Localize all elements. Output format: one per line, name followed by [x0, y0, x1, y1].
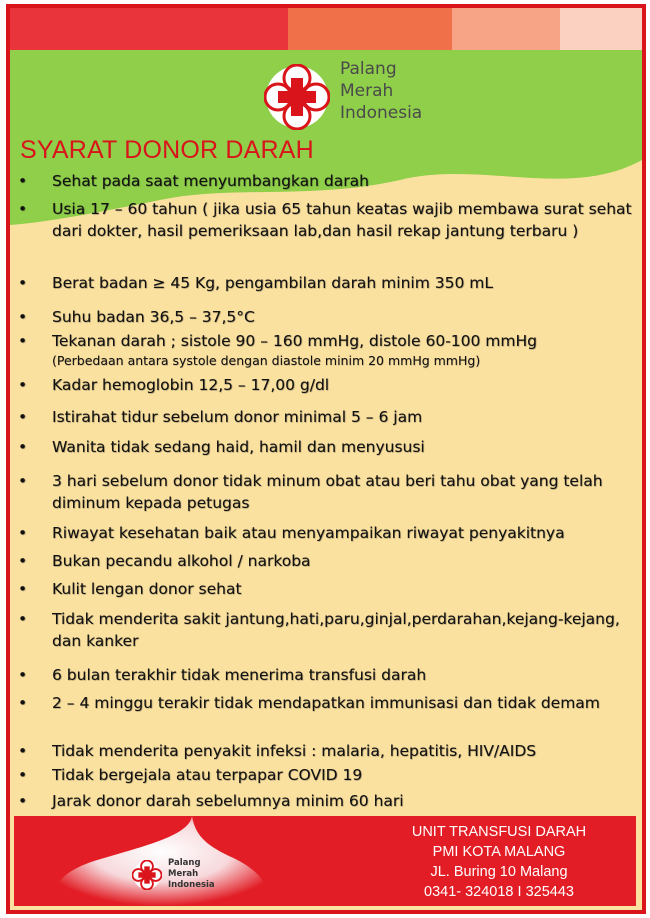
list-item-text: Berat badan ≥ 45 Kg, pengambilan darah minim 350 mL [52, 274, 493, 292]
list-item [18, 740, 638, 762]
list-item-text: Bukan pecandu alkohol / narkoba [52, 552, 311, 570]
list-item [18, 436, 638, 458]
list-item-text: Riwayat kesehatan baik atau menyampaikan riwayat penyakitnya [52, 524, 565, 542]
list-item-text: Tekanan darah ; sistole 90 – 160 mmHg, distole 60-100 mmHg [52, 332, 537, 350]
list-item [18, 522, 638, 544]
contact-info [374, 822, 624, 902]
list-item-text: Usia 17 – 60 tahun ( jika usia 65 tahun keatas wajib membawa surat sehat dari dokter, hasil pemeriksaan lab,dan hasil rekap jantung terbaru ) [52, 200, 632, 240]
bullet-icon: • [18, 376, 28, 394]
bullet-icon: • [18, 332, 28, 350]
list-item [18, 470, 638, 514]
bullet-icon: • [18, 552, 28, 570]
bullet-icon: • [18, 694, 28, 712]
footer-pmi-logo [132, 854, 252, 898]
logo-line: Merah [168, 869, 199, 879]
bullet-icon: • [18, 580, 28, 598]
logo-line: Indonesia [168, 880, 215, 890]
logo-line: Merah [340, 81, 394, 101]
list-item-note: (Perbedaan antara systole dengan diastole minim 20 mmHg mmHg) [52, 353, 481, 368]
list-item-text: 3 hari sebelum donor tidak minum obat atau beri tahu obat yang telah diminum kepada petugas [52, 472, 603, 512]
list-item [18, 374, 638, 396]
list-item-text: Wanita tidak sedang haid, hamil dan menyususi [52, 438, 425, 456]
bullet-icon: • [18, 792, 28, 810]
footer [14, 816, 636, 906]
list-item-text: Istirahat tidur sebelum donor minimal 5 – 6 jam [52, 408, 423, 426]
top-bar-segment [560, 8, 642, 50]
poster [6, 4, 646, 914]
list-item [18, 406, 638, 428]
list-item-text: Tidak menderita sakit jantung,hati,paru,ginjal,perdarahan,kejang-kejang, dan kanker [52, 610, 620, 650]
contact-line-address: JL. Buring 10 Malang [430, 864, 568, 880]
bullet-icon: • [18, 274, 28, 292]
logo-text [340, 58, 422, 124]
list-item-text: Kadar hemoglobin 12,5 – 17,00 g/dl [52, 376, 330, 394]
top-bar-segment [288, 8, 452, 50]
list-item [18, 550, 638, 572]
bullet-icon: • [18, 766, 28, 784]
bullet-icon: • [18, 308, 28, 326]
top-bar-segment [10, 8, 288, 50]
list-item [18, 790, 638, 812]
list-item-text: Tidak bergejala atau terpapar COVID 19 [52, 766, 363, 784]
list-item [18, 664, 638, 686]
bullet-icon: • [18, 742, 28, 760]
list-item [18, 198, 638, 242]
list-item-text: Sehat pada saat menyumbangkan darah [52, 172, 369, 190]
bullet-icon: • [18, 472, 28, 490]
contact-line-phone: 0341- 324018 I 325443 [424, 884, 574, 900]
list-item [18, 578, 638, 600]
pmi-cross-flower-icon [264, 64, 330, 130]
footer-logo-text [168, 858, 215, 891]
logo-line: Indonesia [340, 103, 423, 123]
list-item-text: Tidak menderita penyakit infeksi : malaria, hepatitis, HIV/AIDS [52, 742, 537, 760]
bullet-icon: • [18, 666, 28, 684]
top-color-bar [10, 8, 642, 50]
bullet-icon: • [18, 408, 28, 426]
list-item [18, 692, 638, 714]
list-item [18, 170, 638, 192]
bullet-icon: • [18, 438, 28, 456]
list-item-text: Jarak donor darah sebelumnya minim 60 hari [52, 792, 404, 810]
page-title: SYARAT DONOR DARAH [20, 136, 314, 164]
logo-line: Palang [168, 858, 201, 868]
list-item-text: 2 – 4 minggu terakir tidak mendapatkan immunisasi dan tidak demam [52, 694, 600, 712]
bullet-icon: • [18, 172, 28, 190]
bullet-icon: • [18, 524, 28, 542]
bullet-icon: • [18, 610, 28, 628]
contact-line-unit: UNIT TRANSFUSI DARAH [411, 824, 587, 840]
bullet-icon: • [18, 200, 28, 218]
list-item-text: 6 bulan terakhir tidak menerima transfusi darah [52, 666, 427, 684]
logo-line: Palang [340, 59, 397, 79]
contact-line-office: PMI KOTA MALANG [432, 844, 566, 860]
pmi-logo [264, 54, 464, 130]
list-item [18, 608, 638, 652]
list-item [18, 306, 638, 328]
pmi-cross-flower-icon [132, 860, 162, 890]
list-item-text: Kulit lengan donor sehat [52, 580, 242, 598]
list-item-text: Suhu badan 36,5 – 37,5°C [52, 308, 255, 326]
list-item [18, 330, 638, 370]
list-item [18, 764, 638, 786]
list-item [18, 272, 638, 294]
top-bar-segment [452, 8, 560, 50]
